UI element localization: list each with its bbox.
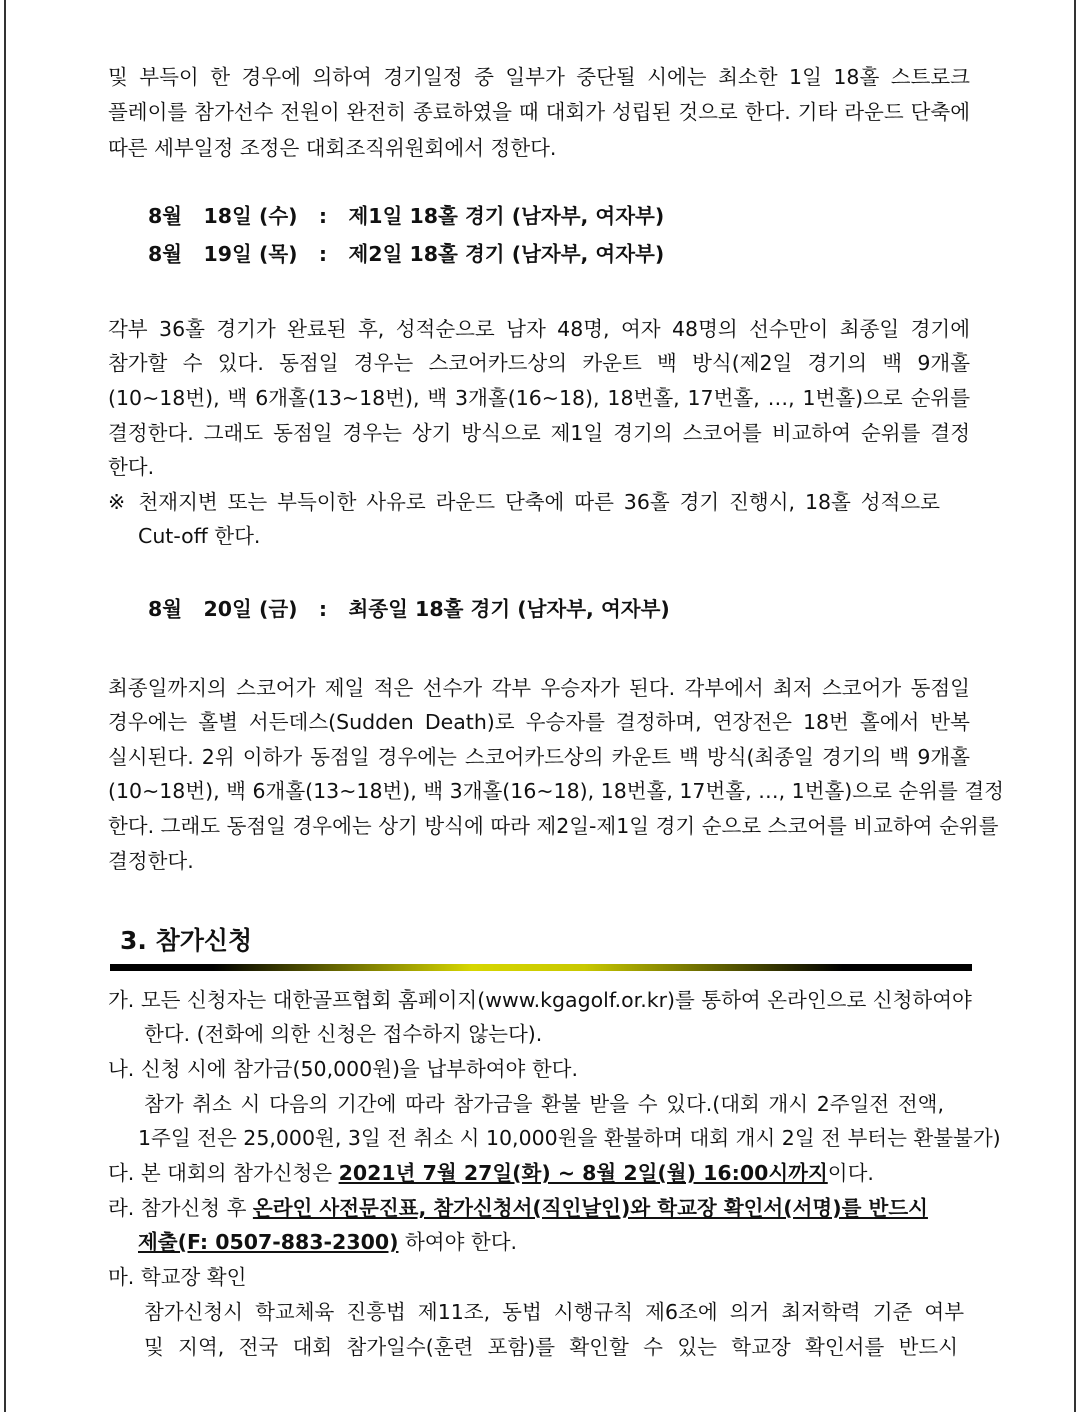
item-ma-label: 마. 학교장 확인	[108, 1265, 247, 1289]
para2-line-2: 참가할 수 있다. 동점일 경우는 스코어카드상의 카운트 백 방식(제2일 경기의 백 9개홀	[108, 351, 970, 375]
schedule-day1: 8월 18일 (수) : 제1일 18홀 경기 (남자부, 여자부)	[148, 204, 665, 228]
note-line-1: ※ 천재지변 또는 부득이한 사유로 라운드 단축에 따른 36홀 경기 진행시, 18홀 성적으로	[108, 490, 940, 514]
intro-line-2: 플레이를 참가선수 전원이 완전히 종료하였을 때 대회가 성립된 것으로 한다. 기타 라운드 단축에	[108, 100, 970, 124]
section-divider-bar	[110, 964, 972, 971]
para3-line-1: 최종일까지의 스코어가 제일 적은 선수가 각부 우승자가 된다. 각부에서 최저 스코어가 동점일	[108, 676, 970, 700]
item-da-deadline: 2021년 7월 27일(화) ~ 8월 2일(월) 16:00시까지	[338, 1161, 828, 1185]
schedule-day2: 8월 19일 (목) : 제2일 18홀 경기 (남자부, 여자부)	[148, 242, 665, 266]
page-left-border	[4, 0, 6, 1412]
item-ga-line-2: 한다. (전화에 의한 신청은 접수하지 않는다).	[144, 1022, 543, 1046]
para3-line-4: (10~18번), 백 6개홀(13~18번), 백 3개홀(16~18), 18번홀, 17번홀, …, 1번홀)으로 순위를 결정	[108, 779, 1004, 803]
item-na-line-3: 1주일 전은 25,000원, 3일 전 취소 시 10,000원을 환불하며 대회 개시 2일 전 부터는 환불불가)	[138, 1126, 1001, 1150]
para3-line-6: 결정한다.	[108, 849, 194, 873]
item-ra-suffix: 하여야 한다.	[398, 1230, 518, 1254]
page-right-border	[1074, 0, 1076, 1412]
para3-line-5: 한다. 그래도 동점일 경우에는 상기 방식에 따라 제2일-제1일 경기 순으로 스코어를 비교하여 순위를	[108, 814, 999, 838]
item-ra-prefix: 라. 참가신청 후	[108, 1196, 253, 1220]
para2-line-1: 각부 36홀 경기가 완료된 후, 성적순으로 남자 48명, 여자 48명의 선수만이 최종일 경기에	[108, 317, 970, 341]
item-na-line-1: 나. 신청 시에 참가금(50,000원)을 납부하여야 한다.	[108, 1057, 578, 1081]
item-na-line-2: 참가 취소 시 다음의 기간에 따라 참가금을 환불 받을 수 있다.(대회 개시 2주일전 전액,	[144, 1092, 944, 1116]
intro-line-1: 및 부득이 한 경우에 의하여 경기일정 중 일부가 중단될 시에는 최소한 1일 18홀 스트로크	[108, 65, 970, 89]
item-da-suffix: 이다.	[827, 1161, 874, 1185]
item-ra-line-2	[138, 1225, 517, 1259]
para2-line-5: 한다.	[108, 455, 155, 479]
para2-line-3: (10~18번), 백 6개홀(13~18번), 백 3개홀(16~18), 18번홀, 17번홀, …, 1번홀)으로 순위를	[108, 386, 970, 410]
item-ra-requirement: 온라인 사전문진표, 참가신청서(직인날인)와 학교장 확인서(서명)를 반드시	[252, 1196, 928, 1220]
item-ra-fax: 제출(F: 0507-883-2300)	[138, 1230, 399, 1254]
para2-line-4: 결정한다. 그래도 동점일 경우는 상기 방식으로 제1일 경기의 스코어를 비교하여 순위를 결정	[108, 421, 970, 445]
section-3-title: 3. 참가신청	[120, 926, 253, 955]
para3-line-2: 경우에는 홀별 서든데스(Sudden Death)로 우승자를 결정하며, 연장전은 18번 홀에서 반복	[108, 710, 970, 734]
item-ma-line-1: 참가신청시 학교체육 진흥법 제11조, 동법 시행규칙 제6조에 의거 최저학력 기준 여부	[144, 1300, 964, 1324]
item-ma-line-2: 및 지역, 전국 대회 참가일수(훈련 포함)를 확인할 수 있는 학교장 확인서를 반드시	[144, 1335, 958, 1359]
note-line-2: Cut-off 한다.	[138, 524, 261, 548]
para3-line-3: 실시된다. 2위 이하가 동점일 경우에는 스코어카드상의 카운트 백 방식(최종일 경기의 백 9개홀	[108, 745, 970, 769]
item-da-prefix: 다. 본 대회의 참가신청은	[108, 1161, 339, 1185]
item-ra-line-1	[108, 1191, 928, 1225]
item-ga-line-1: 가. 모든 신청자는 대한골프협회 홈페이지(www.kgagolf.or.kr)를 통하여 온라인으로 신청하여야	[108, 988, 972, 1012]
item-da	[108, 1156, 874, 1190]
intro-line-3: 따른 세부일정 조정은 대회조직위원회에서 정한다.	[108, 136, 557, 160]
schedule-final-day: 8월 20일 (금) : 최종일 18홀 경기 (남자부, 여자부)	[148, 597, 670, 621]
